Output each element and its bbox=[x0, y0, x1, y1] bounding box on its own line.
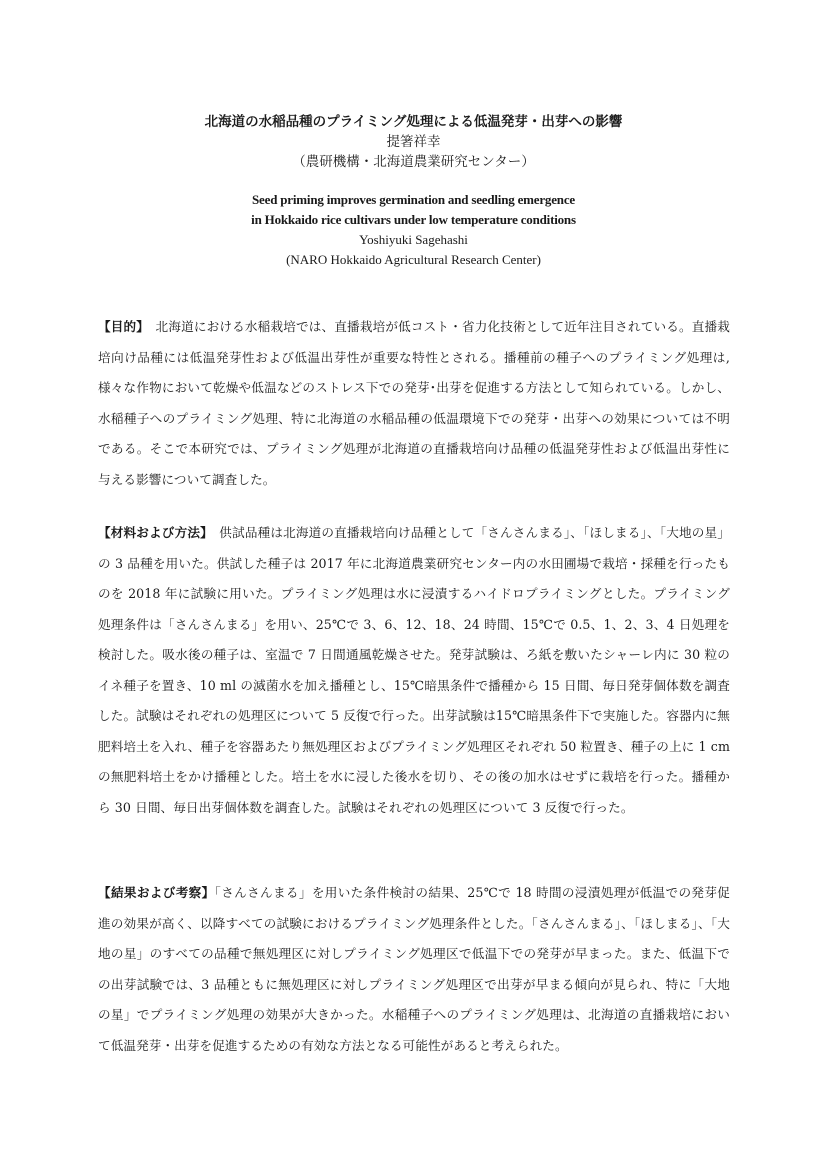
methods-heading: 【材料および方法】 bbox=[98, 525, 207, 540]
results-body: 「さんさんまる」を用いた条件検討の結果、25℃で 18 時間の浸漬処理が低温での発芽促進の効果が高く、以降すべての試験におけるプライミング処理条件とした。「さんさんまる」、「ほしまる」、「大地の星」のすべての品種で無処理区に対しプライミング処理区で低温下での発芽が早まった。また、低温下での出芽試験では、3 品種ともに無処理区に対しプライミング処理区で出芽が早まる傾向が見られ、特に「大地の星」でプライミング処理の効果が大きかった。水稲種子へのプライミング処理は、北海道の直播栽培において低温発芽・出芽を促進するための有効な方法となる可能性があると考えられた。 bbox=[98, 885, 730, 1053]
english-title-line-2: in Hokkaido rice cultivars under low temperature conditions bbox=[251, 212, 576, 227]
purpose-heading: 【目的】 bbox=[98, 319, 143, 334]
english-affiliation: (NARO Hokkaido Agricultural Research Center) bbox=[286, 252, 541, 267]
methods-body: 供試品種は北海道の直播栽培向け品種として「さんさんまる」、「ほしまる」、「大地の星」の 3 品種を用いた。供試した種子は 2017 年に北海道農業研究センター内の水田圃場で栽培・採種を行ったものを 2018 年に試験に用いた。プライミング処理は水に浸漬するハイドロプライミングとした。プライミング処理条件は「さんさんまる」を用い、25℃で 3、6、12、18、24 時間、15℃で 0.5、1、2、3、4 日処理を検討した。吸水後の種子は、室温で 7 日間通風乾燥させた。発芽試験は、ろ紙を敷いたシャーレ内に 30 粒のイネ種子を置き、10 ml の滅菌水を加え播種とし、15℃暗黒条件で播種から 15 日間、毎日発芽個体数を調査した。試験はそれぞれの処理区について 5 反復で行った。出芽試験は15℃暗黒条件下で実施した。容器内に無肥料培土を入れ、種子を容器あたり無処理区およびプライミング処理区それぞれ 50 粒置き、種子の上に 1 cm の無肥料培土をかけ播種とした。培土を水に浸した後水を切り、その後の加水はせずに栽培を行った。播種から 30 日間、毎日出芽個体数を調査した。試験はそれぞれの処理区について 3 反復で行った。 bbox=[98, 525, 730, 815]
japanese-author: 提箸祥幸 bbox=[386, 134, 441, 150]
purpose-section bbox=[98, 312, 730, 495]
methods-section bbox=[98, 518, 730, 823]
results-section bbox=[98, 878, 730, 1061]
english-header-block bbox=[0, 190, 827, 270]
japanese-title: 北海道の水稲品種のプライミング処理による低温発芽・出芽への影響 bbox=[204, 114, 623, 130]
english-author: Yoshiyuki Sagehashi bbox=[359, 232, 468, 247]
purpose-body: 北海道における水稲栽培では、直播栽培が低コスト・省力化技術として近年注目されている。直播栽培向け品種には低温発芽性および低温出芽性が重要な特性とされる。播種前の種子へのプライミング処理は, 様々な作物において乾燥や低温などのストレス下での発芽･出芽を促進する方法として知られている。しかし、水稲種子へのプライミング処理、特に北海道の水稲品種の低温環境下での発芽・出芽への効果については不明である。そこで本研究では、プライミング処理が北海道の直播栽培向け品種の低温発芽性および低温出芽性に与える影響について調査した。 bbox=[98, 319, 730, 487]
document-header bbox=[0, 112, 827, 270]
english-title-line-1: Seed priming improves germination and seedling emergence bbox=[252, 192, 575, 207]
results-heading: 【結果および考察】 bbox=[98, 885, 215, 900]
japanese-affiliation: （農研機構・北海道農業研究センター） bbox=[292, 154, 535, 170]
